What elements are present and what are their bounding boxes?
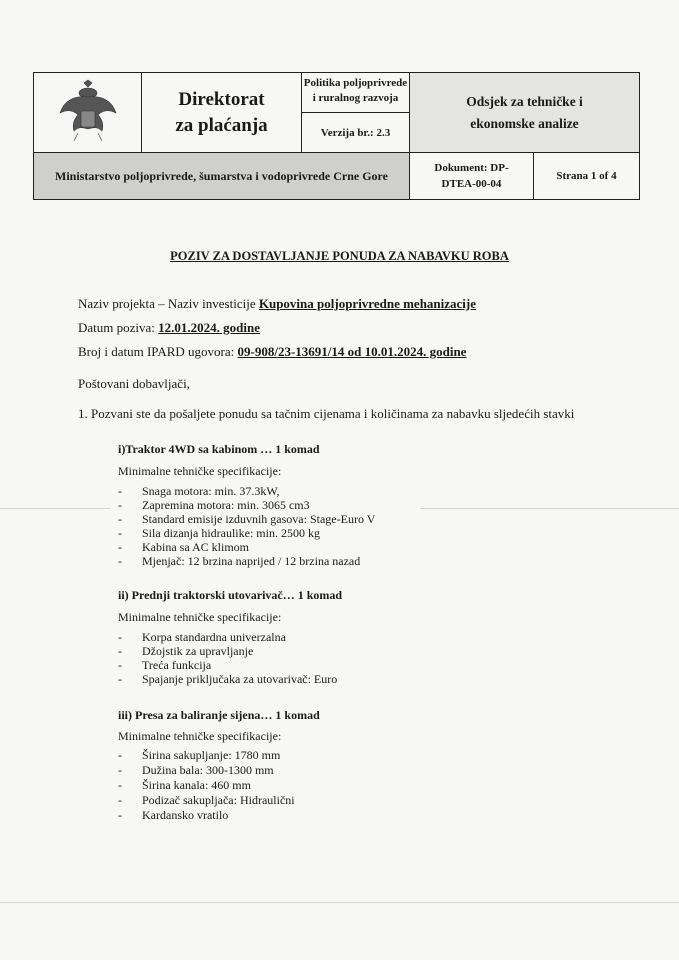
coat-of-arms-cell [34,73,142,153]
greeting: Poštovani dobavljači, [78,376,190,391]
item-3-spec: - Dužina bala: 300-1300 mm [118,763,274,777]
item-1-spec: - Sila dizanja hidraulike: min. 2500 kg [118,526,320,540]
project-value: Kupovina poljoprivredne mehanizacije [258,296,477,311]
item-1-heading: i)Traktor 4WD sa kabinom … 1 komad [118,442,320,456]
item-2-spec: - Korpa standardna univerzalna [118,630,286,644]
contract-label: Broj i datum IPARD ugovora: [78,344,238,359]
item-2-spec: - Džojstik za upravljanje [118,644,254,658]
policy-cell: Politika poljoprivrede i ruralnog razvoja [302,73,410,113]
item-3-heading: iii) Presa za baliranje sijena… 1 komad [118,708,320,722]
item-3-spec: - Podizač sakupljača: Hidraulični [118,793,295,807]
scan-artifact [420,508,679,509]
date-label: Datum poziva: [78,320,159,335]
item-2-spec: - Treća funkcija [118,658,212,672]
contract-value: 09-908/23-13691/14 od 10.01.2024. godine [237,344,467,359]
page-title: POZIV ZA DOSTAVLJANJE PONUDA ZA NABAVKU ROBA [170,249,509,263]
document-number-text: Dokument: DP-DTEA-00-04 [434,162,509,190]
item-3-spec: - Širina sakupljanje: 1780 mm [118,748,281,762]
version-cell: Verzija br.: 2.3 [302,113,410,153]
coat-of-arms-icon [34,73,142,153]
contract-line [78,344,466,360]
scan-artifact [0,508,110,509]
item-2-spec: - Spajanje priključaka za utovarivač: Euro [118,672,338,686]
item-2-heading: ii) Prednji traktorski utovarivač… 1 komad [118,588,343,602]
document-header-table [33,72,640,200]
item-2-spec-label: Minimalne tehničke specifikacije: [118,610,282,624]
directorate-line1: Direktorat [178,88,265,110]
document-number-cell [410,153,534,199]
item-3-spec-label: Minimalne tehničke specifikacije: [118,729,282,743]
item-3-spec: - Kardansko vratilo [118,808,229,822]
date-line [78,320,260,336]
item-1-spec: - Mjenjač: 12 brzina naprijed / 12 brzina nazad [118,554,361,568]
directorate-line2: za plaćanja [175,114,268,136]
scan-artifact [0,902,679,903]
item-1-spec: - Standard emisije izduvnih gasova: Stage-Euro V [118,512,376,526]
date-value: 12.01.2024. godine [158,320,260,335]
department-text: Odsjek za tehničke i ekonomske analize [466,93,583,131]
item-1-spec: - Kabina sa AC klimom [118,540,249,554]
department-cell [410,73,639,153]
item-1-spec: - Snaga motora: min. 37.3kW, [118,484,280,498]
project-line [78,296,476,312]
intro-paragraph: 1. Pozvani ste da pošaljete ponudu sa tačnim cijenama i količinama za nabavku sljedećih stavki [78,406,575,421]
page-number-cell: Strana 1 of 4 [556,170,617,182]
ministry-cell: Ministarstvo poljoprivrede, šumarstva i vodoprivrede Crne Gore [34,153,410,199]
item-1-spec: - Zapremina motora: min. 3065 cm3 [118,498,310,512]
directorate-cell [142,73,302,153]
item-3-spec: - Širina kanala: 460 mm [118,778,251,792]
item-1-spec-label: Minimalne tehničke specifikacije: [118,464,282,478]
project-label: Naziv projekta – Naziv investicije [78,296,259,311]
